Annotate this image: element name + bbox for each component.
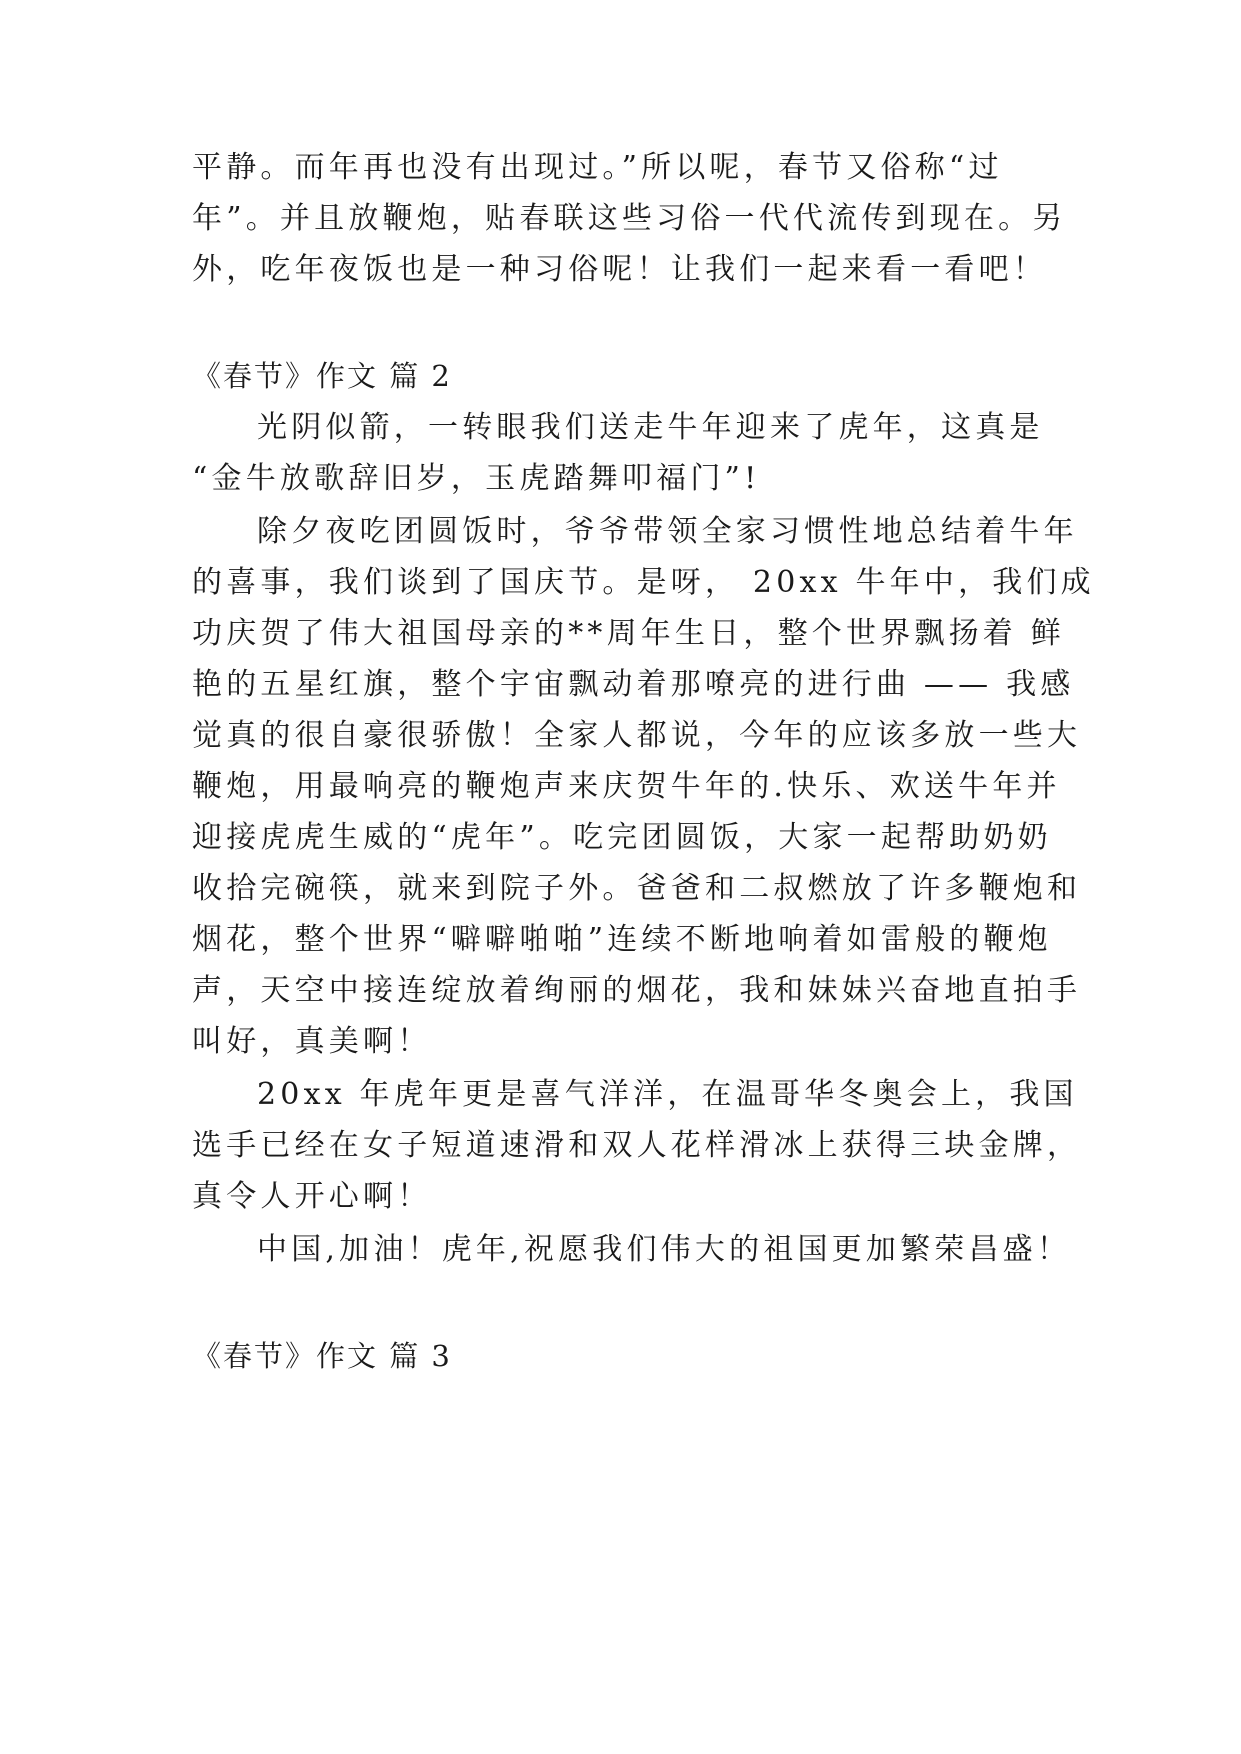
section-2-paragraph-2-line-1: 除夕夜吃团圆饭时，爷爷带领全家习惯性地总结着牛年	[257, 514, 1078, 549]
intro-line-1: 平静。而年再也没有出现过。”所以呢，春节又俗称“过	[192, 150, 1003, 185]
section-2-paragraph-2-line-7: 迎接虎虎生威的“虎年”。吃完团圆饭，大家一起帮助奶奶	[192, 820, 1052, 855]
section-2-paragraph-3-line-2: 选手已经在女子短道速滑和双人花样滑冰上获得三块金牌，	[192, 1128, 1082, 1163]
section-2-paragraph-2-line-8: 收拾完碗筷，就来到院子外。爸爸和二叔燃放了许多鞭炮和	[192, 871, 1082, 906]
section-2-paragraph-3-line-1: 20xx 年虎年更是喜气洋洋，在温哥华冬奥会上，我国	[257, 1077, 1078, 1112]
section-2-paragraph-2-line-2: 的喜事，我们谈到了国庆节。是呀， 20xx 牛年中，我们成	[192, 565, 1095, 600]
section-2-paragraph-2-line-10: 声，天空中接连绽放着绚丽的烟花，我和妹妹兴奋地直拍手	[192, 973, 1082, 1008]
section-2-paragraph-2-line-4: 艳的五星红旗，整个宇宙飘动着那嘹亮的进行曲 —— 我感	[192, 667, 1075, 702]
section-3-heading: 《春节》作文 篇 3	[192, 1339, 452, 1373]
section-2-paragraph-2-line-9: 烟花，整个世界“噼噼啪啪”连续不断地响着如雷般的鞭炮	[192, 922, 1052, 957]
section-2-paragraph-1-line-1: 光阴似箭，一转眼我们送走牛年迎来了虎年，这真是	[257, 410, 1044, 445]
section-2-paragraph-4-line-1: 中国,加油！虎年,祝愿我们伟大的祖国更加繁荣昌盛！	[257, 1232, 1072, 1267]
section-2-paragraph-2-line-3: 功庆贺了伟大祖国母亲的**周年生日，整个世界飘扬着 鲜	[192, 616, 1065, 651]
intro-line-2: 年”。并且放鞭炮，贴春联这些习俗一代代流传到现在。另	[192, 201, 1067, 236]
section-2-paragraph-2-line-6: 鞭炮，用最响亮的鞭炮声来庆贺牛年的.快乐、欢送牛年并	[192, 769, 1061, 804]
section-2-paragraph-2-line-11: 叫好，真美啊！	[192, 1024, 432, 1059]
section-2-heading: 《春节》作文 篇 2	[192, 359, 452, 393]
intro-line-3: 外，吃年夜饭也是一种习俗呢！让我们一起来看一看吧！	[192, 252, 1047, 287]
section-2-paragraph-1-line-2: “金牛放歌辞旧岁，玉虎踏舞叩福门”!	[192, 461, 761, 496]
section-2-paragraph-3-line-3: 真令人开心啊！	[192, 1179, 432, 1214]
section-2-paragraph-2-line-5: 觉真的很自豪很骄傲！全家人都说，今年的应该多放一些大	[192, 718, 1082, 753]
